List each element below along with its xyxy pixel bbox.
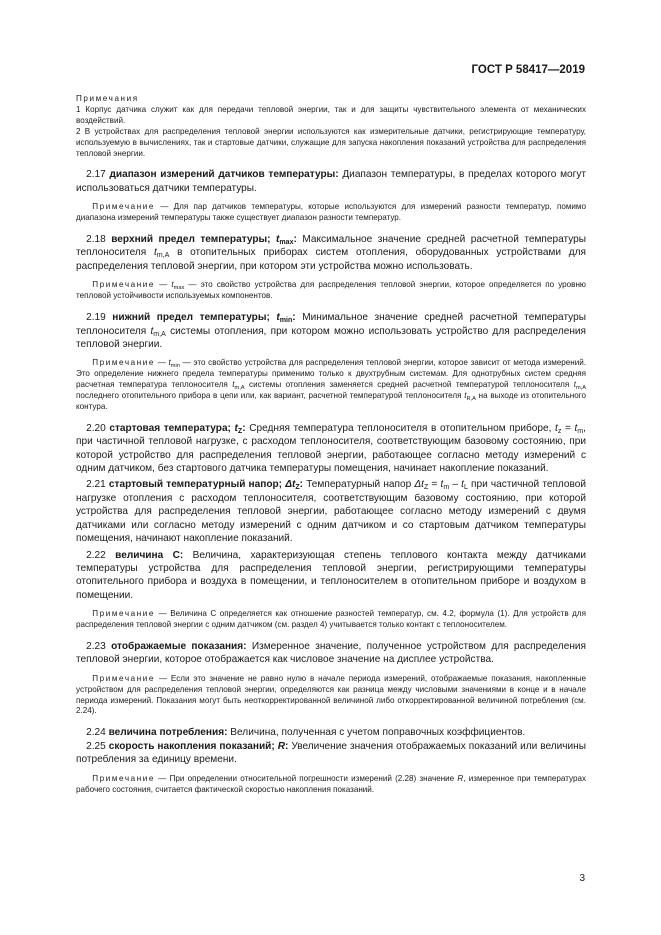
document-body <box>76 94 586 795</box>
note-2-25: Примечание — При определении относительной погрешности измерений (2.28) значение R, измеренное при температурах рабочего состояния, считается фактической скоростью накопления показаний. <box>76 773 586 794</box>
term-2-23: отображаемые показания: <box>111 640 247 652</box>
document-header-standard-id: ГОСТ Р 58417—2019 <box>471 64 585 76</box>
term-2-18: верхний предел температуры; $t_{max}$: <box>111 234 297 247</box>
definition-2-25: 2.25 скорость накопления показаний; R: Увеличение значения отображаемых показаний или величины потребления за единицу времени. <box>76 740 586 766</box>
definition-2-20: 2.20 стартовая температура; $t_Z$: Средняя температура теплоносителя в отопительном приборе, $t_z = t_m$, при частичной тепловой нагрузке, с расходом теплоносителя, соответствующим базовому состоянию, при которой устройство для распределения тепловой энергии, работающее согласно методу измерений с одним датчиком, без стартового датчика температуры помещения, начинает накопление показаний. <box>76 422 586 475</box>
page-number: 3 <box>579 873 585 884</box>
notes-title: Примечания <box>76 94 139 103</box>
definition-2-23: 2.23 отображаемые показания: Измеренное значение, полученное устройством для распределения тепловой энергии, которое отображается как числовое значение на дисплее устройства. <box>76 640 586 666</box>
definition-2-22: 2.22 величина С: Величина, характеризующая степень теплового контакта между датчиками температуры устройства для распределения тепловой энергии, регистрирующими температуры отопительного прибора и воздуха в помещении, и теплоносителем в отопительном приборе и воздухом в помещении. <box>76 549 586 601</box>
note-2-18: Примечание — $t_{max}$ — это свойство устройства для распределения тепловой энергии, которое определяется по уровню тепловой устойчивости используемых компонентов. <box>76 280 586 301</box>
note-item-1: 1 Корпус датчика служит как для передачи тепловой энергии, так и для защиты чувствительного элемента от механических воздействий. <box>76 104 586 125</box>
term-2-24: величина потребления: <box>108 727 228 739</box>
definition-2-19: 2.19 нижний предел температуры; $t_{min}$: Минимальное значение средней расчетной температуры теплоносителя $t_{m,A}$ системы отопления, при котором можно использовать устройство для распределения тепловой энергии. <box>76 312 587 350</box>
note-2-22: Примечание — Величина С определяется как отношение разностей температур, см. 4.2, формула (1). Для устройств для распределения тепловой энергии с одним датчиком (см. раздел 4) учитывается только контакт с теплоносителем. <box>76 609 587 630</box>
term-2-19: нижний предел температуры; $t_{min}$: <box>112 312 296 325</box>
note-2-23: Примечание — Если это значение не равно нулю в начале периода измерений, отображаемые показания, накопленные устройством для распределения тепловой энергии, определяются как разница между числовыми значениями в конце и в начале периода измерений. Показания могут быть неоткорректированной величиной либо откорректированной величиной потребления (см. 2.24). <box>76 673 586 716</box>
definition-2-21: 2.21 стартовый температурный напор; $\Delta t_Z$: Температурный напор $\Delta t_Z = t_m - t_L$ при частичной тепловой нагрузке отопления с расходом теплоносителя, соответствующим базовому состоянию, при которой устройства для распределения тепловой энергии, работающее согласно методу измерений с двумя датчиками или согласно методу измерений с одним датчиком и со стартовым датчиком температуры помещения, начинают накопление показаний. <box>76 479 587 545</box>
note-2-17: Примечание — Для пар датчиков температуры, которые используются для измерений разности температур, помимо диапазона измерений температуры также существует диапазон разности температур. <box>76 202 587 223</box>
definition-2-18: 2.18 верхний предел температуры; $t_{max}$: Максимальное значение средней расчетной температуры теплоносителя $t_{m,A}$ в отопительных приборах систем отопления, оборудованных устройствами для распределения тепловой энергии, при котором эти устройства можно использовать. <box>76 234 587 272</box>
term-2-20: стартовая температура; $t_Z$: <box>109 422 246 435</box>
note-2-19: Примечание — $t_{min}$ — это свойство устройства для распределения тепловой энергии, которое зависит от метода измерений. Это определение нижнего предела температуры применимо только к двухтрубным системам. Для однотрубных систем средняя расчетная температура теплоносителя $t_{m,A}$ системы отопления заменяется средней расчетной температурой теплоносителя $t_{m,A}$ последнего отопительного прибора в цепи или, как вариант, расчетной температурой теплоносителя $t_{R,A}$ на выходе из отопительного контура. <box>76 358 587 411</box>
definition-2-17: 2.17 диапазон измерений датчиков температуры: Диапазон температуры, в пределах которого могут использоваться датчики температуры. <box>76 169 586 194</box>
term-2-22: величина С: <box>115 549 184 561</box>
note-item-2: 2 В устройствах для распределения тепловой энергии используются как измерительные датчики, регистрирующие температуру, используемую в вычислениях, так и стартовые датчики, служащие для запуска накопления показаний устройства для распределения тепловой энергии. <box>76 126 586 158</box>
definition-2-24: 2.24 величина потребления: Величина, полученная с учетом поправочных коэффициентов. <box>86 727 526 739</box>
term-2-25: скорость накопления показаний; R: <box>108 740 289 752</box>
term-2-17: диапазон измерений датчиков температуры: <box>109 169 339 181</box>
term-2-21: стартовый температурный напор; $\Delta t_Z$: <box>108 479 304 492</box>
